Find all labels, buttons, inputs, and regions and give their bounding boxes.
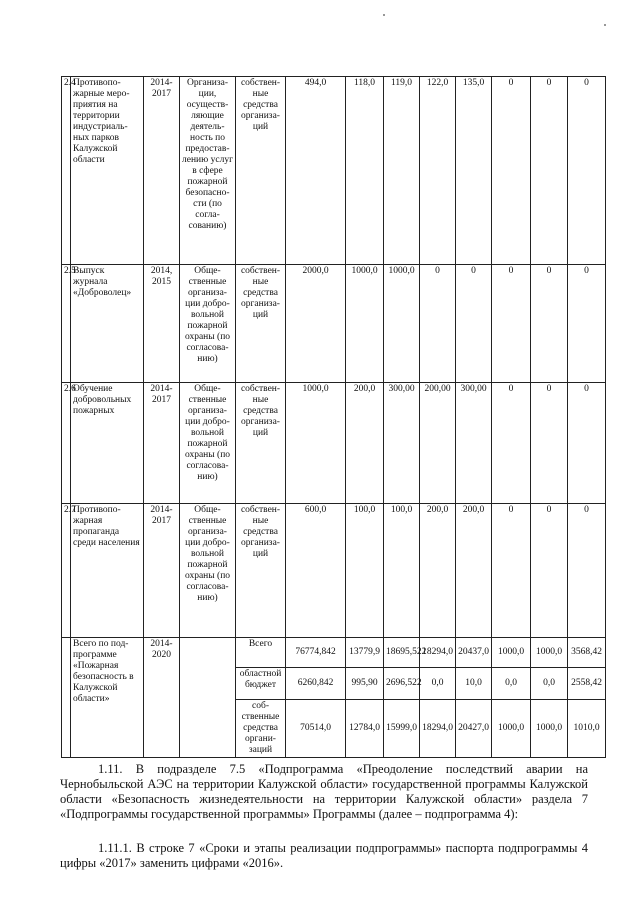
value-2020: 0 <box>568 504 606 638</box>
years: 2014-2017 <box>144 504 180 638</box>
value-2018: 0 <box>492 504 531 638</box>
row-number: 2.7 <box>62 504 71 638</box>
years: 2014-2017 <box>144 383 180 504</box>
executor: Обще-ственные организа-ции добро-вольной пожарной охраны (по согласова-нию) <box>180 383 236 504</box>
funding-source: областной бюджет <box>236 668 286 700</box>
table-row <box>62 77 606 265</box>
scan-speck <box>383 14 385 16</box>
value-2019: 0 <box>531 265 568 383</box>
value-2018: 0,0 <box>492 668 531 700</box>
value-2017: 200,0 <box>456 504 492 638</box>
funding-source: соб-ственные средства органи-заций <box>236 700 286 758</box>
value-2016: 0,0 <box>420 668 456 700</box>
row-number: 2.5 <box>62 265 71 383</box>
total-executor-empty <box>180 638 236 758</box>
value-2015: 18695,522 <box>384 638 420 668</box>
value-2016: 0 <box>420 265 456 383</box>
value-2015: 119,0 <box>384 77 420 265</box>
funding-source: собствен-ные средства организа-ций <box>236 77 286 265</box>
value-2017: 0 <box>456 265 492 383</box>
years: 2014-2017 <box>144 77 180 265</box>
value-2017: 20427,0 <box>456 700 492 758</box>
value-2015: 2696,522 <box>384 668 420 700</box>
value-2014: 995,90 <box>346 668 384 700</box>
funding-source: собствен-ные средства организа-ций <box>236 383 286 504</box>
value-total: 76774,842 <box>286 638 346 668</box>
value-2016: 200,0 <box>420 504 456 638</box>
executor: Организа-ции, осуществ-ляющие деятель-ность по предостав-лению услуг в сфере пожарной безопасно-сти (по согла-сованию) <box>180 77 236 265</box>
total-name: Всего по под-программе «Пожарная безопасность в Калужской области» <box>71 638 144 758</box>
value-2018: 1000,0 <box>492 638 531 668</box>
total-years: 2014-2020 <box>144 638 180 758</box>
paragraph-1-11: 1.11. В подразделе 7.5 «Подпрограмма «Преодоление последствий аварии на Чернобыльской АЭС на территории Калужской области» государственной программы Калужской области «Безопасность жизнедеятельности на территории Калужской области» раздела 7 «Подпрограммы государственной программы» Программы (далее – подпрограмма 4): <box>60 762 588 821</box>
total-row <box>62 638 606 668</box>
value-2020: 1010,0 <box>568 700 606 758</box>
value-2019: 0 <box>531 504 568 638</box>
row-number: 2.6 <box>62 383 71 504</box>
value-total: 1000,0 <box>286 383 346 504</box>
measure-name: Противопо-жарные меро-приятия на территории индустриаль-ных парков Калужской области <box>71 77 144 265</box>
value-2016: 200,00 <box>420 383 456 504</box>
row-number: 2.4 <box>62 77 71 265</box>
measure-name: Обучение добровольных пожарных <box>71 383 144 504</box>
funding-source: Всего <box>236 638 286 668</box>
value-2019: 0,0 <box>531 668 568 700</box>
value-2017: 300,00 <box>456 383 492 504</box>
value-total: 2000,0 <box>286 265 346 383</box>
executor: Обще-ственные организа-ции добро-вольной пожарной охраны (по согласова-нию) <box>180 265 236 383</box>
value-2020: 2558,42 <box>568 668 606 700</box>
row-number-empty <box>62 638 71 758</box>
scan-speck <box>604 24 606 26</box>
value-total: 494,0 <box>286 77 346 265</box>
value-total: 600,0 <box>286 504 346 638</box>
value-2014: 13779,9 <box>346 638 384 668</box>
value-2019: 1000,0 <box>531 638 568 668</box>
value-2018: 0 <box>492 265 531 383</box>
value-2016: 122,0 <box>420 77 456 265</box>
value-2014: 12784,0 <box>346 700 384 758</box>
value-2015: 1000,0 <box>384 265 420 383</box>
measure-name: Выпуск журнала «Доброволец» <box>71 265 144 383</box>
funding-source: собствен-ные средства организа-ций <box>236 265 286 383</box>
executor: Обще-ственные организа-ции добро-вольной пожарной охраны (по согласова-нию) <box>180 504 236 638</box>
value-2016: 18294,0 <box>420 638 456 668</box>
value-2020: 0 <box>568 77 606 265</box>
value-2014: 118,0 <box>346 77 384 265</box>
value-2017: 20437,0 <box>456 638 492 668</box>
value-total: 70514,0 <box>286 700 346 758</box>
value-total: 6260,842 <box>286 668 346 700</box>
value-2016: 18294,0 <box>420 700 456 758</box>
value-2018: 0 <box>492 77 531 265</box>
value-2020: 0 <box>568 265 606 383</box>
measure-name: Противопо-жарная пропаганда среди населения <box>71 504 144 638</box>
value-2020: 3568,42 <box>568 638 606 668</box>
table-row <box>62 265 606 383</box>
value-2017: 10,0 <box>456 668 492 700</box>
value-2014: 1000,0 <box>346 265 384 383</box>
value-2015: 300,00 <box>384 383 420 504</box>
table-row <box>62 383 606 504</box>
value-2015: 15999,0 <box>384 700 420 758</box>
value-2014: 200,0 <box>346 383 384 504</box>
value-2019: 0 <box>531 77 568 265</box>
funding-source: собствен-ные средства организа-ций <box>236 504 286 638</box>
value-2019: 1000,0 <box>531 700 568 758</box>
value-2015: 100,0 <box>384 504 420 638</box>
value-2017: 135,0 <box>456 77 492 265</box>
program-table <box>61 76 606 758</box>
value-2018: 0 <box>492 383 531 504</box>
value-2019: 0 <box>531 383 568 504</box>
value-2020: 0 <box>568 383 606 504</box>
value-2018: 1000,0 <box>492 700 531 758</box>
value-2014: 100,0 <box>346 504 384 638</box>
table-row <box>62 504 606 638</box>
paragraph-1-11-1: 1.11.1. В строке 7 «Сроки и этапы реализации подпрограммы» паспорта подпрограммы 4 цифры «2017» заменить цифрами «2016». <box>60 841 588 870</box>
years: 2014, 2015 <box>144 265 180 383</box>
